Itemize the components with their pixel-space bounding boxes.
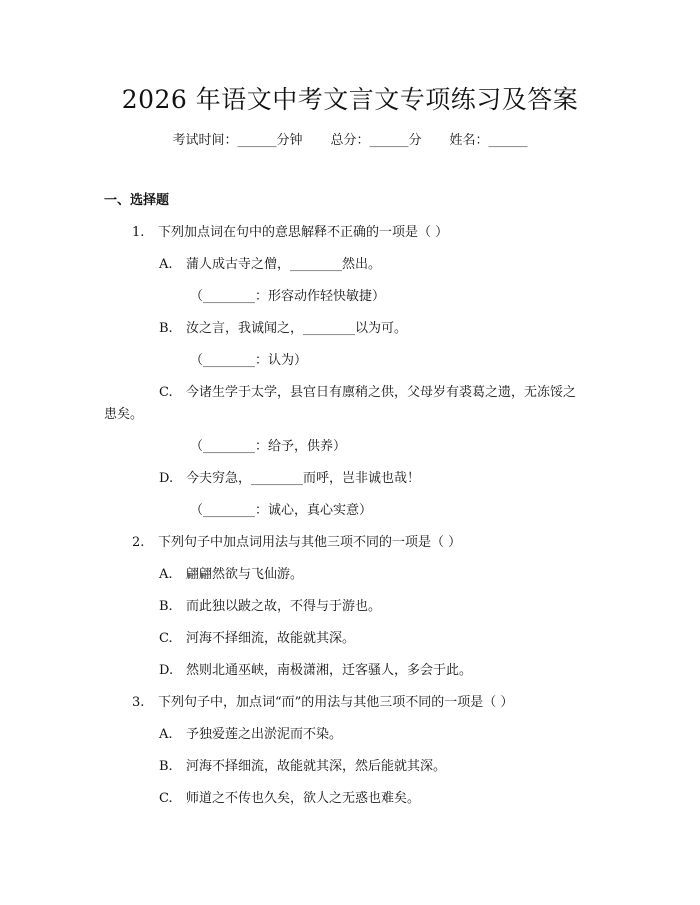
question-2-number: 2. — [132, 535, 145, 550]
q3-option-c-letter: C. — [159, 791, 173, 806]
q3-option-c-text: 师道之不传也久矣，欲人之无惑也难矣。 — [186, 791, 421, 806]
q1-option-a-text: 蒲人成古寺之僧，________然出。 — [186, 257, 382, 272]
q1-option-c-letter: C. — [159, 385, 173, 400]
q2-option-d-letter: D. — [159, 663, 174, 678]
q1-option-a-note: （________：形容动作轻快敏捷） — [190, 289, 386, 304]
question-3-number: 3. — [132, 695, 145, 710]
q1-option-c-note: （________：给予，供养） — [190, 439, 347, 454]
exam-info — [0, 132, 700, 150]
q2-option-b-letter: B. — [159, 599, 173, 614]
name-field: 姓名：______ — [449, 133, 528, 148]
question-3-stem: 下列句子中，加点词“而”的用法与其他三项不同的一项是（ ） — [158, 695, 514, 710]
q1-option-a-letter: A. — [159, 257, 173, 272]
q3-option-b-text: 河海不择细流，故能就其深，然后能就其深。 — [186, 759, 447, 774]
q1-option-d-note: （________：诚心，真心实意） — [190, 503, 373, 518]
q3-option-b-letter: B. — [159, 759, 173, 774]
q2-option-b-text: 而此独以跛之故，不得与于游也。 — [186, 599, 382, 614]
q2-option-a-text: 翩翩然欲与飞仙游。 — [186, 567, 304, 582]
q1-option-b-text: 汝之言，我诚闻之，________以为可。 — [186, 321, 408, 336]
section-heading: 一、选择题 — [104, 193, 170, 208]
q2-option-c-text: 河海不择细流，故能就其深。 — [186, 631, 356, 646]
exam-time-field: 考试时间：______分钟 — [172, 133, 303, 148]
q2-option-d-text: 然则北通巫峡，南极潇湘，迁客骚人，多会于此。 — [186, 663, 473, 678]
q1-option-b-letter: B. — [159, 321, 173, 336]
q2-option-a-letter: A. — [159, 567, 173, 582]
q3-option-a-text: 予独爱莲之出淤泥而不染。 — [186, 727, 343, 742]
page-title: 2026 年语文中考文言文专项练习及答案 — [121, 85, 579, 114]
q1-option-c-text-line1: 今诸生学于太学，县官日有廪稍之供，父母岁有裘葛之遗，无冻馁之 — [186, 385, 577, 400]
q3-option-a-letter: A. — [159, 727, 173, 742]
total-score-field: 总分：______分 — [330, 133, 422, 148]
q1-option-d-letter: D. — [159, 471, 174, 486]
question-1-number: 1. — [132, 225, 145, 240]
q1-option-c-text-line2: 患矣。 — [104, 407, 144, 422]
question-2-stem: 下列句子中加点词用法与其他三项不同的一项是（ ） — [158, 535, 462, 550]
q1-option-b-note: （________：认为） — [190, 353, 308, 368]
question-1-stem: 下列加点词在句中的意思解释不正确的一项是（ ） — [158, 225, 449, 240]
q2-option-c-letter: C. — [159, 631, 173, 646]
q1-option-d-text: 今夫穷急，________而呼，岂非诚也哉！ — [186, 471, 421, 486]
